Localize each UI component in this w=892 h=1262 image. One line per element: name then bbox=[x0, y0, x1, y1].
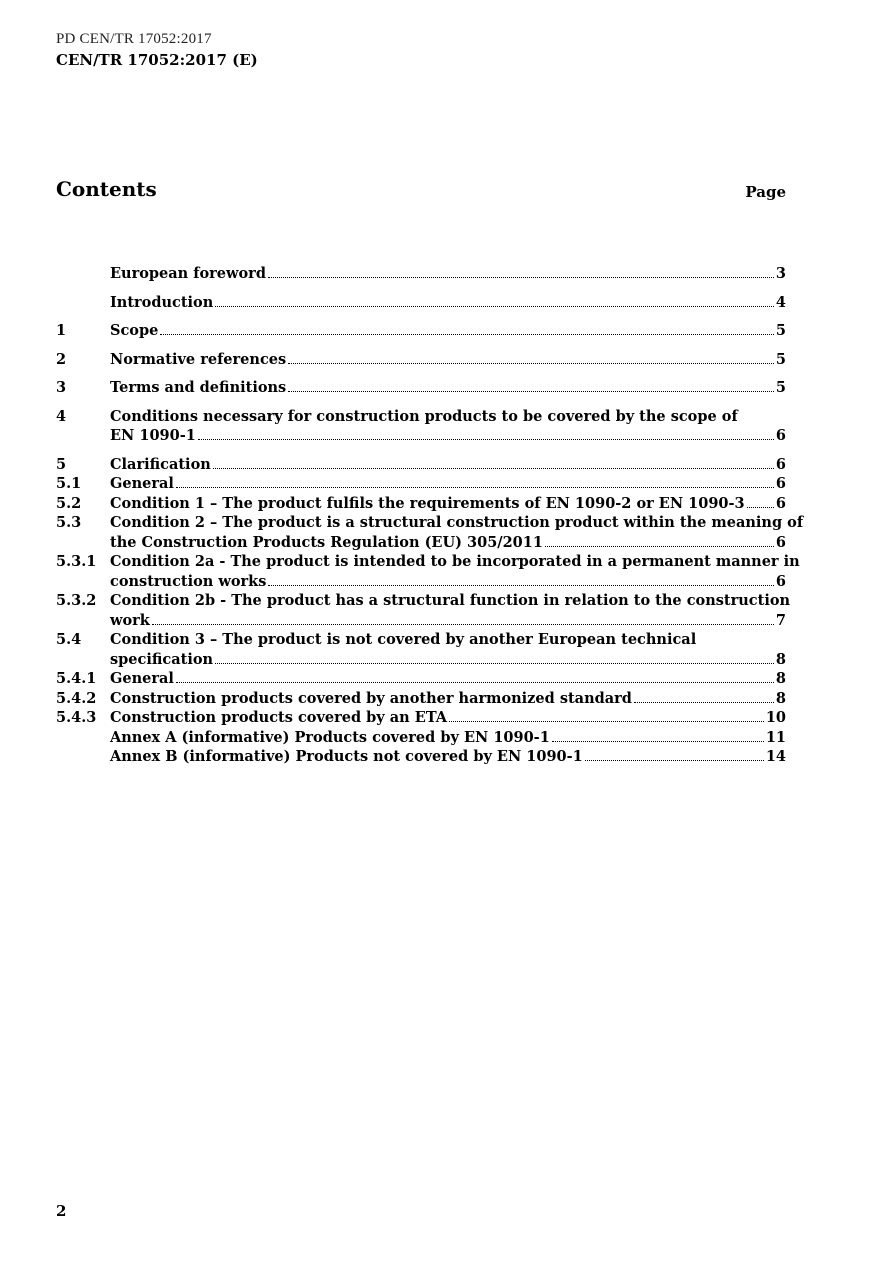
toc-entry-title: construction works bbox=[110, 572, 267, 590]
toc-entry-page: 14 bbox=[765, 748, 786, 765]
table-of-contents bbox=[56, 264, 804, 767]
toc-entry-page: 5 bbox=[775, 379, 786, 396]
toc-entry-title: the Construction Products Regulation (EU) 305/2011 bbox=[110, 533, 543, 551]
toc-entry-number: 4 bbox=[56, 407, 67, 425]
toc-entry-page: 5 bbox=[775, 322, 786, 339]
toc-entry[interactable] bbox=[56, 378, 786, 398]
toc-entry-title: Condition 3 – The product is not covered by another European technical bbox=[110, 631, 697, 648]
toc-entry-title: Construction products covered by an ETA bbox=[110, 709, 448, 726]
dot-leader bbox=[160, 333, 774, 335]
toc-entry-page: 4 bbox=[775, 293, 786, 311]
dot-leader bbox=[288, 362, 774, 364]
toc-entry-title: specification bbox=[110, 650, 214, 668]
toc-entry[interactable] bbox=[56, 494, 786, 514]
toc-entry-number: 5.3.1 bbox=[56, 553, 97, 570]
toc-entry[interactable] bbox=[56, 591, 791, 630]
toc-entry-title: EN 1090-1 bbox=[110, 427, 196, 444]
toc-entry[interactable] bbox=[56, 293, 786, 313]
toc-entry[interactable] bbox=[56, 474, 786, 494]
toc-entry-number: 5.4.2 bbox=[56, 689, 97, 707]
toc-entry[interactable] bbox=[56, 407, 786, 446]
toc-entry-page: 3 bbox=[775, 265, 786, 282]
toc-entry-page: 10 bbox=[765, 709, 786, 726]
dot-leader bbox=[198, 438, 774, 440]
toc-entry-title: Conditions necessary for construction products to be covered by the scope of bbox=[110, 407, 738, 425]
toc-entry-title: Annex A (informative) Products covered by EN 1090-1 bbox=[110, 728, 550, 746]
toc-entry-title: Terms and definitions bbox=[110, 379, 287, 396]
dot-leader bbox=[449, 720, 764, 722]
toc-entry-number: 5.4.3 bbox=[56, 709, 97, 726]
toc-entry-page: 5 bbox=[775, 350, 786, 368]
toc-entry-number: 5.3 bbox=[56, 514, 82, 531]
toc-entry-title: Construction products covered by another harmonized standard bbox=[110, 689, 632, 707]
toc-entry-title: Condition 2a - The product is intended to be incorporated in a permanent manner in bbox=[110, 553, 800, 570]
toc-entry[interactable] bbox=[56, 708, 786, 728]
toc-entry-page: 11 bbox=[765, 728, 786, 746]
dot-leader bbox=[268, 584, 774, 586]
toc-entry-title: Annex B (informative) Products not covered by EN 1090-1 bbox=[110, 748, 583, 765]
dot-leader bbox=[152, 623, 774, 625]
toc-entry[interactable] bbox=[56, 630, 786, 669]
toc-entry-title: Condition 1 – The product fulfils the requirements of EN 1090-2 or EN 1090-3 bbox=[110, 494, 745, 512]
dot-leader bbox=[747, 506, 774, 508]
toc-entry-page: 6 bbox=[775, 427, 786, 444]
toc-entry[interactable] bbox=[56, 455, 786, 475]
dot-leader bbox=[288, 390, 774, 392]
document-id-english: CEN/TR 17052:2017 (E) bbox=[56, 51, 258, 69]
dot-leader bbox=[213, 467, 774, 469]
toc-entry-title: General bbox=[110, 670, 174, 687]
toc-entry-number: 2 bbox=[56, 350, 67, 368]
toc-entry-number: 5.3.2 bbox=[56, 592, 97, 609]
toc-entry-number: 5 bbox=[56, 455, 67, 473]
dot-leader bbox=[585, 759, 764, 761]
dot-leader bbox=[176, 486, 774, 488]
toc-entry[interactable] bbox=[56, 321, 786, 341]
toc-entry-page: 6 bbox=[775, 533, 786, 551]
toc-entry-title: Normative references bbox=[110, 350, 287, 368]
page-title: Contents bbox=[56, 177, 157, 201]
toc-entry-page: 6 bbox=[775, 455, 786, 473]
dot-leader bbox=[215, 305, 774, 307]
document-id: PD CEN/TR 17052:2017 bbox=[56, 31, 212, 47]
toc-entry[interactable] bbox=[56, 689, 786, 709]
toc-entry-title: Scope bbox=[110, 322, 159, 339]
dot-leader bbox=[176, 681, 774, 683]
toc-entry-title: Condition 2b - The product has a structural function in relation to the construction bbox=[110, 592, 791, 609]
toc-entry[interactable] bbox=[56, 747, 786, 767]
toc-entry[interactable] bbox=[56, 552, 800, 591]
dot-leader bbox=[268, 276, 774, 278]
toc-entry-page: 8 bbox=[775, 689, 786, 707]
toc-entry-title: Condition 2 – The product is a structural construction product within the meaning of bbox=[110, 514, 804, 531]
dot-leader bbox=[552, 740, 764, 742]
dot-leader bbox=[634, 701, 774, 703]
dot-leader bbox=[215, 662, 774, 664]
toc-entry-page: 6 bbox=[775, 475, 786, 492]
toc-entry[interactable] bbox=[56, 264, 786, 284]
toc-entry[interactable] bbox=[56, 728, 786, 748]
toc-entry-number: 5.1 bbox=[56, 475, 82, 492]
toc-entry-page: 7 bbox=[775, 611, 786, 629]
toc-entry[interactable] bbox=[56, 350, 786, 370]
toc-entry[interactable] bbox=[56, 513, 804, 552]
page-column-label: Page bbox=[745, 183, 786, 201]
toc-entry-page: 6 bbox=[775, 572, 786, 590]
toc-entry-number: 1 bbox=[56, 322, 67, 339]
toc-entry-title: European foreword bbox=[110, 265, 266, 282]
toc-entry-number: 5.4.1 bbox=[56, 670, 97, 687]
toc-entry-number: 3 bbox=[56, 379, 67, 396]
toc-entry-page: 8 bbox=[775, 670, 786, 687]
toc-entry-page: 6 bbox=[775, 494, 786, 512]
toc-entry-title: work bbox=[110, 611, 150, 629]
toc-entry-page: 8 bbox=[775, 650, 786, 668]
toc-entry-number: 5.2 bbox=[56, 494, 82, 512]
toc-entry-number: 5.4 bbox=[56, 631, 82, 648]
toc-entry-title: Clarification bbox=[110, 455, 211, 473]
toc-entry-title: Introduction bbox=[110, 293, 214, 311]
page-number: 2 bbox=[56, 1202, 67, 1220]
toc-entry-title: General bbox=[110, 475, 174, 492]
toc-entry[interactable] bbox=[56, 669, 786, 689]
dot-leader bbox=[545, 545, 774, 547]
